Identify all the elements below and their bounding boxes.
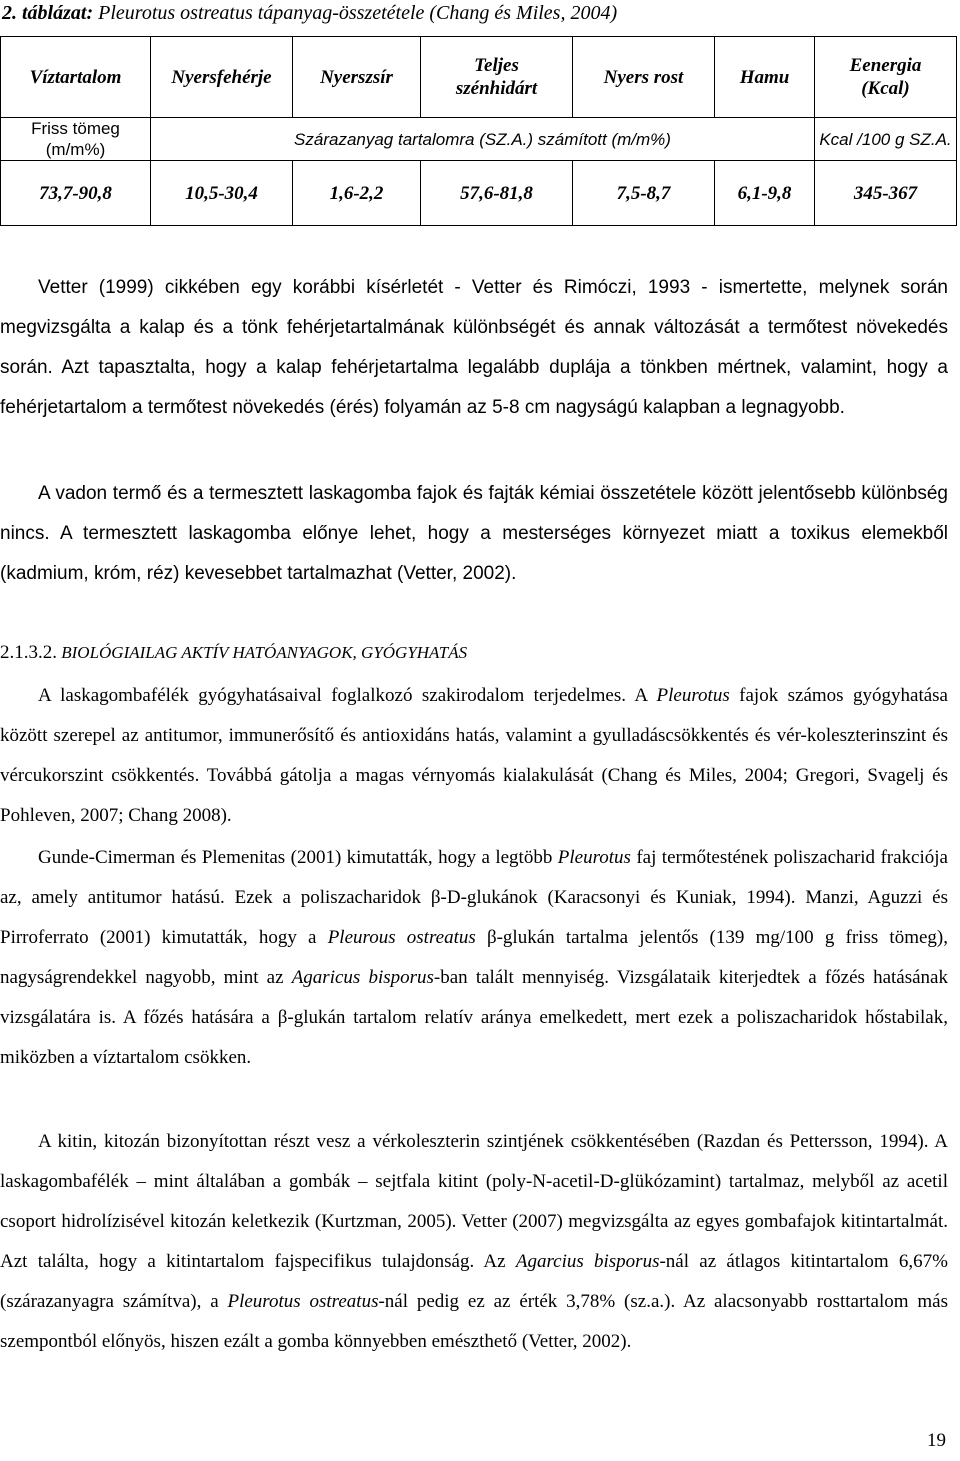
- text-run: Gunde-Cimerman és Plemenitas (2001) kimutatták, hogy a legtöbb: [38, 847, 558, 868]
- value-cell: 1,6-2,2: [293, 161, 421, 226]
- table-caption: [2, 2, 617, 25]
- unit-cell-fresh: [1, 118, 151, 161]
- nutrient-table: [0, 36, 957, 226]
- value-cell: 57,6-81,8: [421, 161, 573, 226]
- species-name: Pleurotus: [656, 685, 730, 706]
- species-name: Pleurotus: [557, 847, 631, 868]
- table-header-row: [1, 37, 957, 118]
- table-caption-text: Pleurotus ostreatus tápanyag-összetétele (Chang és Miles, 2004): [93, 2, 618, 24]
- value-cell: 10,5-30,4: [151, 161, 293, 226]
- unit-cell-dry: Szárazanyag tartalomra (SZ.A.) számított (m/m%): [151, 118, 815, 161]
- text-run: β-glukán tartalma jelentős (139 mg/100 g friss tömeg), nagyságrendekkel nagyobb, mint az: [0, 927, 948, 988]
- header-cell: Nyers rost: [573, 37, 715, 118]
- header-cell: Hamu: [715, 37, 815, 118]
- paragraph-wild-cultivated: A vadon termő és a termesztett laskagomba fajok és fajták kémiai összetétele között jelentősebb különbség nincs. A termesztett laskagomba előnye lehet, hogy a mesterséges környezet miatt a toxikus elemekből (kadmium, króm, réz) kevesebbet tartalmazhat (Vetter, 2002).: [0, 483, 948, 584]
- section-heading: [0, 642, 467, 664]
- header-cell: Nyerszsír: [293, 37, 421, 118]
- paragraph-vetter-protein: Vetter (1999) cikkében egy korábbi kísérletét - Vetter és Rimóczi, 1993 - ismertette, melynek során megvizsgálta a kalap és a tönk fehérjetartalmának különbségét és annak változását a termőtest növekedés során. Azt tapasztalta, hogy a kalap fehérjetartalma legalább duplája a tönkben mértnek, valamint, hogy a fehérjetartalom a termőtest növekedés (érés) folyamán az 5-8 cm nagyságú kalapban a legnagyobb.: [0, 277, 948, 418]
- value-cell: 73,7-90,8: [1, 161, 151, 226]
- page-number: 19: [927, 1430, 946, 1451]
- header-cell: [421, 37, 573, 118]
- header-cell-text: Eenergia (Kcal): [849, 55, 922, 99]
- species-name: Pleurous ostreatus: [327, 927, 476, 948]
- paragraph-chitin: [0, 1122, 948, 1362]
- table-caption-number: 2. táblázat:: [2, 2, 94, 24]
- text-run: -ban talált mennyiség. Vizsgálataik kiterjedtek a főzés hatásának vizsgálatára is. A főzés hatására a β-glukán tartalom relatív aránya emelkedett, mert ezek a poliszacharidok hőstabilak, miközben a víztartalom csökken.: [0, 967, 948, 1068]
- text-run: A kitin, kitozán bizonyítottan részt vesz a vérkoleszterin szintjének csökkentésében (Razdan és Pettersson, 1994). A laskagombafélék – mint általában a gombák – sejtfala kitint (poly-N-acetil-D-glükózamint) tartalmaz, melyből az acetil csoport hidrolízisével kitozán keletkezik (Kurtzman, 2005). Vetter (2007) megvizsgálta az egyes gombafajok kitintartalmát. Azt találta, hogy a kitintartalom fajspecifikus tulajdonság. Az: [0, 1131, 948, 1272]
- value-cell: 7,5-8,7: [573, 161, 715, 226]
- species-name: Pleurotus ostreatus: [227, 1291, 379, 1312]
- header-cell: Nyersfehérje: [151, 37, 293, 118]
- table-unit-row: [1, 118, 957, 161]
- unit-fresh-text: Friss tömeg (m/m%): [31, 119, 120, 159]
- header-cell: [815, 37, 957, 118]
- text-run: -nál pedig ez az érték 3,78% (sz.a.). Az alacsonyabb rosttartalom más szempontból előnyös, hiszen ezált a gomba könnyebben emészthető (Vetter, 2002).: [0, 1291, 948, 1352]
- section-title: BIOLÓGIAILAG AKTÍV HATÓANYAGOK, GYÓGYHATÁS: [57, 643, 468, 662]
- header-cell: Víztartalom: [1, 37, 151, 118]
- unit-cell-kcal: Kcal /100 g SZ.A.: [815, 118, 957, 161]
- paragraph-polysaccharides: [0, 838, 948, 1078]
- value-cell: 6,1-9,8: [715, 161, 815, 226]
- species-name: Agarcius bisporus: [515, 1251, 660, 1272]
- species-name: Agaricus bisporus: [291, 967, 434, 988]
- text-run: fajok számos gyógyhatása között szerepel az antitumor, immunerősítő és antioxidáns hatás, valamint a gyulladáscsökkentés és vér-koleszterinszint és vércukorszint csökkentés. Továbbá gátolja a magas vérnyomás kialakulását (Chang és Miles, 2004; Gregori, Svagelj és Pohleven, 2007; Chang 2008).: [0, 685, 948, 826]
- text-run: -nál az átlagos kitintartalom 6,67% (szárazanyagra számítva), a: [0, 1251, 948, 1312]
- table-value-row: [1, 161, 957, 226]
- header-cell-text: Teljes szénhidárt: [455, 55, 538, 99]
- text-run: faj termőtestének poliszacharid frakciója az, amely antitumor hatású. Ezek a poliszacharidok β-D-glukánok (Karacsonyi és Kuniak, 1994). Manzi, Aguzzi és Pirroferrato (2001) kimutatták, hogy a: [0, 847, 948, 948]
- text-run: A laskagombafélék gyógyhatásaival foglalkozó szakirodalom terjedelmes. A: [38, 685, 657, 706]
- paragraph-medicinal-effects: [0, 676, 948, 836]
- value-cell: 345-367: [815, 161, 957, 226]
- section-number: 2.1.3.2.: [0, 642, 57, 663]
